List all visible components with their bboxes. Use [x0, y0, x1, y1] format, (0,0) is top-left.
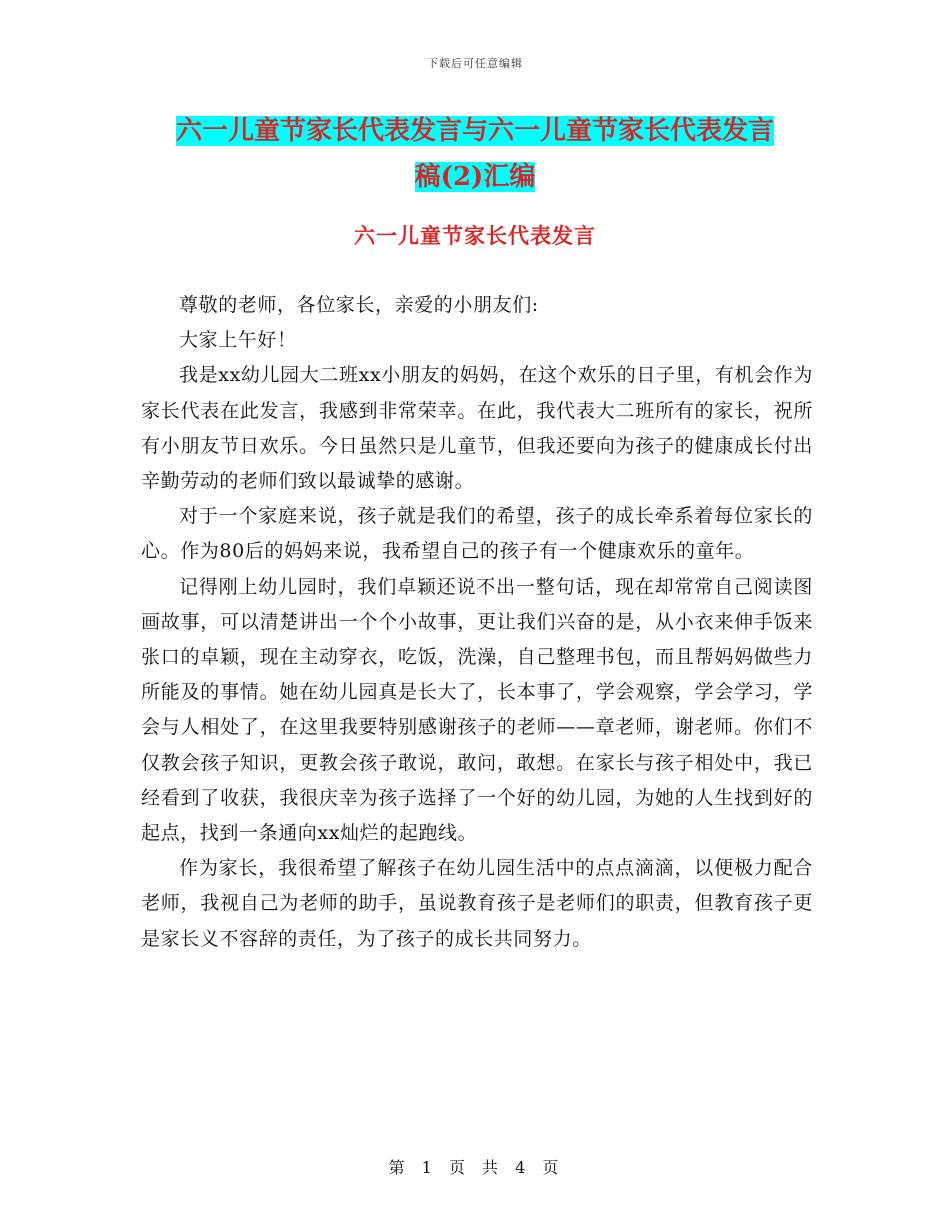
paragraph-greeting: 大家上午好！ — [179, 329, 297, 352]
section-title: 六一儿童节家长代表发言 — [354, 223, 596, 248]
document-title — [140, 108, 810, 200]
page-number-footer: 第 1 页 共 4 页 — [388, 1158, 562, 1177]
paragraph-salutation: 尊敬的老师，各位家长，亲爱的小朋友们: — [179, 294, 539, 316]
paragraph-child-growth: 记得刚上幼儿园时，我们卓颖还说不出一整句话，现在却常常自己阅读图画故事，可以清楚讲出一个个小故事，更让我们兴奋的是，从小衣来伸手饭来张口的卓颖，现在主动穿衣，吃饭，洗澡，自己整理书包，而且帮妈妈做些力所能及的事情。她在幼儿园真是长大了，长本事了，学会观察，学会学习，学会与人相处了，在这里我要特别感谢孩子的老师——章老师，谢老师。你们不仅教会孩子知识，更教会孩子敢说，敢问，敢想。在家长与孩子相处中，我已经看到了收获，我很庆幸为孩子选择了一个好的幼儿园，为她的人生找到好的起点，找到一条通向xx灿烂的起跑线。 — [141, 575, 813, 845]
paragraph-parent-role: 作为家长，我很希望了解孩子在幼儿园生活中的点点滴滴，以便极力配合老师，我视自己为老师的助手，虽说教育孩子是老师们的职责，但教育孩子更是家长义不容辞的责任，为了孩子的成长共同努力。 — [141, 857, 813, 950]
header-note: 下载后可任意编辑 — [427, 57, 523, 70]
paragraph-introduction: 我是xx幼儿园大二班xx小朋友的妈妈，在这个欢乐的日子里，有机会作为家长代表在此发言，我感到非常荣幸。在此，我代表大二班所有的家长，祝所有小朋友节日欢乐。今日虽然只是儿童节，但我还要向为孩子的健康成长付出辛勤劳动的老师们致以最诚挚的感谢。 — [141, 364, 813, 493]
paragraph-family-hope: 对于一个家庭来说，孩子就是我们的希望，孩子的成长牵系着每位家长的心。作为80后的妈妈来说，我希望自己的孩子有一个健康欢乐的童年。 — [141, 505, 813, 563]
document-title-line-2: 稿(2)汇编 — [414, 162, 536, 192]
document-title-line-1: 六一儿童节家长代表发言与六一儿童节家长代表发言 — [175, 116, 774, 146]
document-body — [141, 288, 813, 957]
